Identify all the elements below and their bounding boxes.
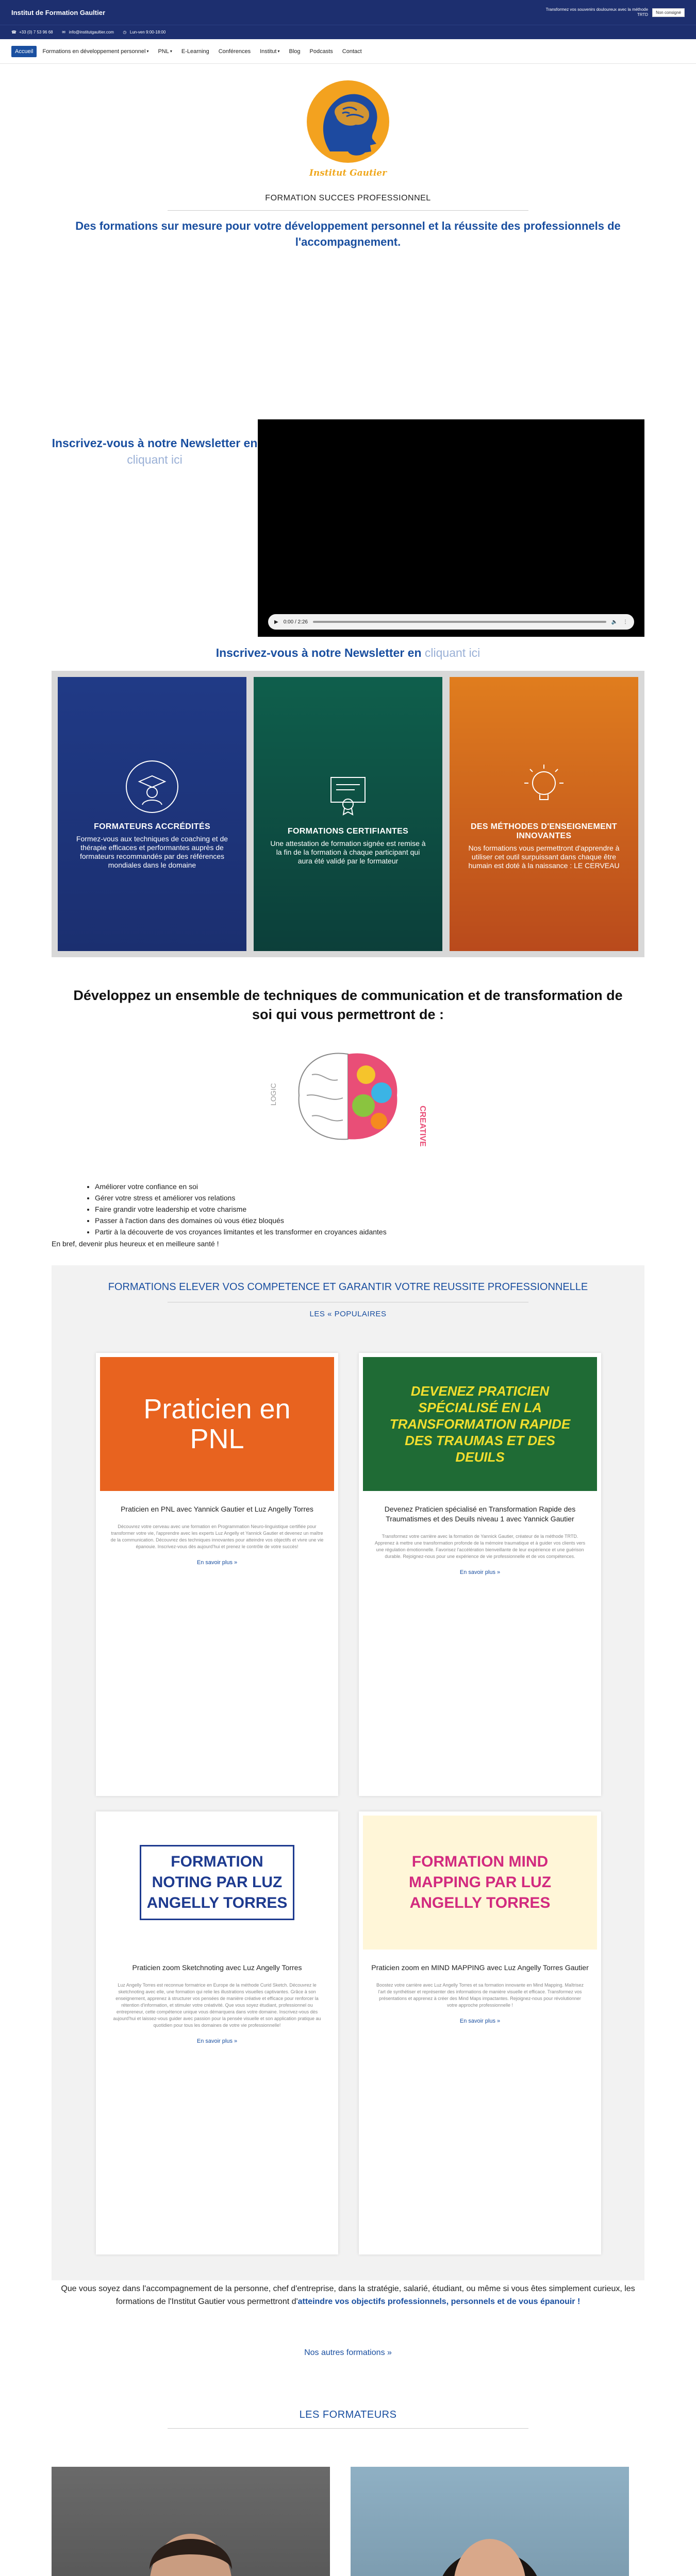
trainer-portrait-icon <box>52 2467 330 2576</box>
formation-title[interactable]: Devenez Praticien spécialisé en Transformation Rapide des Traumatismes et des Deuils niveau 1 avec Yannick Gautier <box>384 1505 576 1523</box>
list-item: • Partir à la découverte de vos croyances limitantes et les transformer en croyances aidantes <box>95 1226 387 1238</box>
hours-contact <box>122 30 165 35</box>
video-time: 0:00 / 2:26 <box>283 619 308 625</box>
formation-image-text: FORMATION MIND MAPPING PAR LUZ ANGELLY TORRES <box>408 1853 552 1911</box>
newsletter-link[interactable]: cliquant ici <box>127 453 183 466</box>
nav-label: Contact <box>342 48 362 55</box>
nav-menu <box>11 46 366 57</box>
promo-text[interactable]: Transformez vos souvenirs douloureux avec la méthode TRTD <box>545 7 649 17</box>
list-item: • Améliorer votre confiance en soi <box>95 1181 387 1192</box>
nav-label: Conférences <box>218 48 251 55</box>
logo-text: Institut Gautier <box>309 168 387 178</box>
trainers-section <box>0 2409 696 2436</box>
formation-card[interactable] <box>96 1353 338 1796</box>
nav-item-formations[interactable] <box>39 46 152 57</box>
formation-card[interactable] <box>359 1353 601 1796</box>
formations-heading: FORMATIONS ELEVER VOS COMPETENCE ET GARANTIR VOTRE REUSSITE PROFESSIONNELLE <box>108 1281 588 1293</box>
pitch-text <box>52 2282 644 2308</box>
feature-text: Nos formations vous permettront d'apprendre à utiliser cet outil surpuissant dans chaque être humain est doté à la naissance : LE CERVEAU <box>468 843 620 870</box>
trainer-card[interactable] <box>52 2467 330 2576</box>
more-options-icon[interactable]: ⋮ <box>623 619 628 625</box>
develop-title: Développez un ensemble de techniques de communication et de transformation de soi qui vous permettront de : <box>73 988 623 1022</box>
logic-label: LOGIC <box>269 1083 277 1106</box>
feature-title: DES MÉTHODES D'ENSEIGNEMENT INNOVANTES <box>471 822 617 840</box>
brand-title[interactable]: Institut de Formation Gaultier <box>11 8 106 16</box>
formation-title[interactable]: Praticien en PNL avec Yannick Gautier et Luz Angelly Torres <box>121 1505 313 1513</box>
nav-item-contact[interactable] <box>339 46 366 57</box>
hero-subtitle: Des formations sur mesure pour votre développement personnel et la réussite des professionnels de l'accompagnement. <box>75 219 621 248</box>
nav-label: Institut <box>260 48 277 55</box>
formation-card[interactable] <box>359 1811 601 2255</box>
nav-item-podcasts[interactable] <box>306 46 337 57</box>
nav-label: Formations en développement personnel <box>42 48 146 55</box>
brain-illustration <box>0 1044 696 1152</box>
certificate-icon <box>320 763 376 820</box>
section-title: FORMATION SUCCES PROFESSIONNEL <box>265 194 431 202</box>
video-player[interactable] <box>258 419 644 637</box>
trainer-photo[interactable] <box>52 2467 330 2576</box>
read-more-link[interactable]: En savoir plus » <box>459 2018 501 2024</box>
nav-label: E-Learning <box>181 48 209 55</box>
email-text: info@institutgaultier.com <box>69 30 114 35</box>
divider <box>168 2428 528 2429</box>
innovation-icon <box>516 758 572 815</box>
list-item: • Faire grandir votre leadership et votre charisme <box>95 1204 387 1215</box>
email-contact[interactable] <box>61 30 114 35</box>
formations-section <box>52 1265 644 2280</box>
newsletter-cta-label: Inscrivez-vous à notre Newsletter en <box>216 646 422 659</box>
benefits-list <box>88 1181 387 1238</box>
other-formations-link[interactable]: Nos autres formations » <box>304 2348 392 2357</box>
volume-icon[interactable]: 🔈 <box>611 619 618 625</box>
nav-label: Accueil <box>15 48 34 55</box>
feature-card <box>450 677 638 951</box>
read-more-link[interactable]: En savoir plus » <box>196 1560 238 1566</box>
formations-subheading: LES « POPULAIRES <box>309 1310 387 1318</box>
nav-item-conferences[interactable] <box>215 46 254 57</box>
nav-label: PNL <box>158 48 169 55</box>
formation-image[interactable] <box>363 1357 597 1491</box>
divider <box>168 210 528 211</box>
main-navigation <box>0 39 696 64</box>
formation-title[interactable]: Praticien zoom en MIND MAPPING avec Luz Angelly Torres Gautier <box>371 1963 589 1972</box>
brain-left-right-icon <box>255 1044 441 1152</box>
formation-card[interactable] <box>96 1811 338 2255</box>
play-icon[interactable]: ▶ <box>274 619 278 625</box>
video-controls <box>268 614 634 630</box>
feature-card <box>58 677 246 951</box>
nav-item-accueil[interactable] <box>11 46 37 57</box>
formation-desc: Boostez votre carrière avec Luz Angelly Torres et sa formation innovante en Mind Mapping. Maîtrisez l'art de synthétiser et représenter des informations de manière visuelle et efficace. Transformez vos présentations et apprenez à créer des Mind Maps impactantes. Rejoignez-nous pour révolutionner votre approche professionnelle ! <box>376 1982 584 2008</box>
nav-item-elearning[interactable] <box>178 46 213 57</box>
formation-desc: Transformez votre carrière avec la formation de Yannick Gautier, créateur de la méthode TRTD. Apprenez à mettre une transformation profonde de la mémoire traumatique et à guider vos clients vers une régulation émotionnelle. Favorisez l'accélération bienveillante de leur expérience et une guérison durable. Rejoignez-nous pour une expérience de vie professionnelle et de vos compétences. <box>374 1534 586 1559</box>
pitch-pre: Que vous soyez dans l'accompagnement de la personne, chef d'entreprise, dans la stratégie, salarié, étudiant, ou même si vous êtes simplement curieux, les formations de l'Institut Gautier vous permettront d' <box>61 2284 635 2306</box>
list-item: • Gérer votre stress et améliorer vos relations <box>95 1192 387 1204</box>
trainer-photo[interactable] <box>351 2467 629 2576</box>
trainer-card[interactable] <box>351 2467 629 2576</box>
formation-image[interactable] <box>100 1816 334 1950</box>
nav-label: Blog <box>289 48 301 55</box>
creative-label: CREATIVE <box>418 1106 427 1147</box>
graduate-icon <box>124 758 180 815</box>
formation-image-text: FORMATION NOTING PAR LUZ ANGELLY TORRES <box>140 1845 294 1920</box>
trainers-row <box>52 2467 629 2576</box>
read-more-link[interactable]: En savoir plus » <box>459 1569 501 1575</box>
formation-desc: Découvrez votre cerveau avec une formation en Programmation Neuro-linguistique certifiée pour transformer votre vie, l'apprendre avec les experts Luz Angelly et Yannick Gautier et devenez un maître de la communication. Découvrez des techniques innovantes pour atteindre vos objectifs et vivre une vie épanouie. Inscrivez-vous dès aujourd'hui et prenez le contrôle de votre succès! <box>110 1524 324 1549</box>
nav-label: Podcasts <box>309 48 333 55</box>
formation-image-text: DEVENEZ PRATICIEN SPÉCIALISÉ EN LA TRANSFORMATION RAPIDE DES TRAUMAS ET DES DEUILS <box>389 1383 571 1465</box>
trainers-heading: LES FORMATEURS <box>299 2409 397 2420</box>
nav-item-blog[interactable] <box>286 46 304 57</box>
hours-text: Lun-ven 9:00-18:00 <box>129 30 166 35</box>
formation-title[interactable]: Praticien zoom Sketchnoting avec Luz Angelly Torres <box>132 1963 302 1972</box>
summary-text: En bref, devenir plus heureux et en meilleure santé ! <box>52 1240 219 1248</box>
feature-title: FORMATEURS ACCRÉDITÉS <box>94 822 210 831</box>
phone-icon: ☎ <box>11 30 16 35</box>
language-selector[interactable]: Non consigné <box>652 8 685 17</box>
feature-title: FORMATIONS CERTIFIANTES <box>287 826 409 836</box>
trainer-portrait-icon <box>351 2467 629 2576</box>
feature-card <box>254 677 442 951</box>
contact-bar <box>0 25 696 39</box>
formation-image[interactable] <box>363 1816 597 1950</box>
chevron-down-icon: ▾ <box>170 49 172 54</box>
newsletter-cta-link[interactable]: cliquant ici <box>424 646 480 659</box>
feature-text: Formez-vous aux techniques de coaching et de thérapie efficaces et performantes auprès de formateurs recommandés par des références mondiales dans le domaine <box>76 835 228 869</box>
formation-image[interactable] <box>100 1357 334 1491</box>
pitch-highlight: atteindre vos objectifs professionnels, personnels et de vous épanouir ! <box>297 2297 581 2306</box>
logo[interactable] <box>0 64 696 178</box>
brain-head-logo-icon <box>299 74 397 167</box>
newsletter-block <box>52 419 258 468</box>
phone-text: +33 (0) 7 53 96 68 <box>19 30 53 35</box>
read-more-link[interactable]: En savoir plus » <box>196 2038 238 2044</box>
formation-desc: Luz Angelly Torres est reconnue formatrice en Europe de la méthode Curid Sketch. Découvrez le sketchnoting avec elle, une formation qui relie les illustrations visuelles captivantes. Grâce à son enseignement, apprenez à structurer vos pensées de manière créative et efficace pour renforcer la rétention d'information, et stimuler votre créativité. Que vous soyez étudiant, professionnel ou entrepreneur, cette compétence unique vous démarquera dans votre domaine. Inscrivez-vous dès aujourd'hui et laissez-vous guider avec passion pour la pensée visuelle et son application pratique au quotidien pour tous les domaines de votre vie professionnelle! <box>113 1982 321 2028</box>
nav-item-institut[interactable] <box>256 46 283 57</box>
newsletter-text <box>52 419 258 468</box>
feature-text: Une attestation de formation signée est remise à la fin de la formation à chaque participant qui aura été validé par le formateur <box>270 839 426 865</box>
newsletter-label: Inscrivez-vous à notre Newsletter en <box>52 436 258 450</box>
top-bar <box>0 0 696 25</box>
phone-contact[interactable] <box>11 30 53 35</box>
newsletter-cta <box>0 646 696 660</box>
mail-icon: ✉ <box>62 30 65 35</box>
nav-item-pnl[interactable] <box>154 46 175 57</box>
list-item: • Passer à l'action dans des domaines où vous étiez bloqués <box>95 1215 387 1226</box>
clock-icon: ◷ <box>123 30 127 35</box>
features-section <box>52 671 644 957</box>
formation-image-text: Praticien en PNL <box>143 1394 291 1454</box>
chevron-down-icon: ▾ <box>146 49 149 54</box>
video-progress[interactable] <box>313 621 606 623</box>
formations-grid <box>96 1353 601 2255</box>
chevron-down-icon: ▾ <box>277 49 280 54</box>
